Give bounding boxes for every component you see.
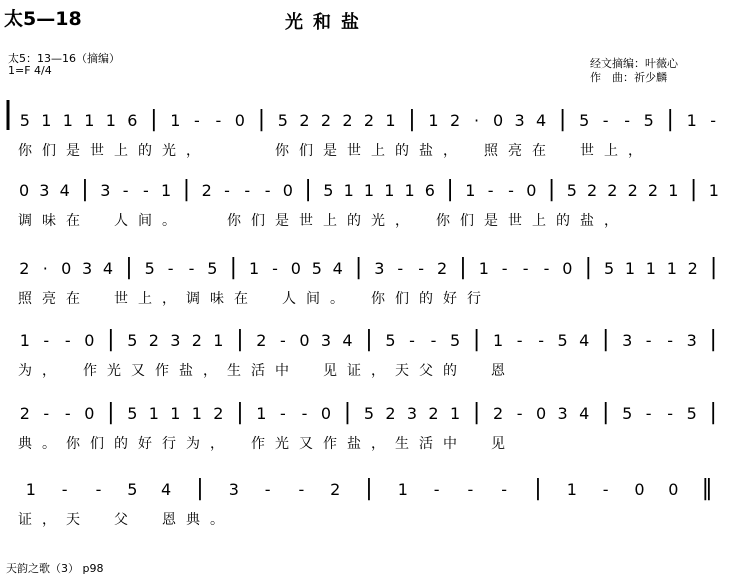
note: - <box>167 259 174 278</box>
barline: | <box>709 400 717 425</box>
note: 5 <box>579 111 590 130</box>
note: 5 <box>323 181 334 200</box>
note: 1 <box>249 259 260 278</box>
note: · <box>42 259 48 278</box>
note: 0 <box>562 259 573 278</box>
note: 5 <box>207 259 218 278</box>
note: 2 <box>19 259 30 278</box>
note: 1 <box>493 331 504 350</box>
note: 1 <box>84 111 95 130</box>
note: 1 <box>384 181 395 200</box>
note: - <box>61 480 68 499</box>
note: - <box>244 181 251 200</box>
barline: | <box>125 255 133 280</box>
scripture-source: 太5：13—16（摘编） <box>8 52 120 65</box>
note: 1 <box>397 480 408 499</box>
note: 5 <box>127 404 138 423</box>
note: 0 <box>493 111 504 130</box>
note: - <box>516 404 523 423</box>
note: - <box>122 181 129 200</box>
note: 1 <box>428 111 439 130</box>
note: 1 <box>668 181 679 200</box>
note: 3 <box>320 331 332 350</box>
barline: | <box>666 107 674 132</box>
note: 2 <box>148 331 159 350</box>
note: - <box>188 259 195 278</box>
note: · <box>474 111 480 130</box>
note: 2 <box>363 111 375 130</box>
barline: | <box>196 476 204 501</box>
note: 4 <box>59 181 70 200</box>
note: 2 <box>299 111 310 130</box>
barline: | <box>81 177 89 202</box>
note: 4 <box>536 111 547 130</box>
note: - <box>64 331 71 350</box>
note: 1 <box>708 181 719 200</box>
note: - <box>264 480 271 499</box>
note: - <box>433 480 440 499</box>
barline: | <box>229 255 238 280</box>
barline: | <box>472 400 481 425</box>
music-credit: 作 曲：祈少麟 <box>590 71 667 84</box>
barline: | <box>446 177 454 202</box>
note: - <box>272 259 278 278</box>
note: - <box>710 111 717 130</box>
barline: | <box>547 177 556 202</box>
note: 1 <box>404 181 415 200</box>
note: - <box>508 181 514 200</box>
note: 4 <box>342 331 353 350</box>
note: 0 <box>320 404 332 423</box>
note: - <box>409 331 415 350</box>
note: 2 <box>428 404 439 423</box>
note: 1 <box>213 331 224 350</box>
note: 2 <box>191 331 202 350</box>
note: 0 <box>299 331 310 350</box>
note: 3 <box>170 331 181 350</box>
note: - <box>418 259 425 278</box>
note: 1 <box>343 181 354 200</box>
barline: | <box>365 476 373 501</box>
note: 0 <box>290 259 301 278</box>
note: 2 <box>213 404 224 423</box>
note: - <box>516 331 523 350</box>
barline: | <box>689 177 698 202</box>
note: 2 <box>342 111 353 130</box>
note: 6 <box>127 111 138 130</box>
note: 2 <box>493 404 504 423</box>
note: 5 <box>127 331 138 350</box>
note: - <box>280 404 286 423</box>
lyrics-credit: 经文摘编：叶薇心 <box>590 57 678 70</box>
note: - <box>224 181 230 200</box>
note: 5 <box>363 404 375 423</box>
barline: | <box>601 400 610 425</box>
note: 2 <box>437 259 448 278</box>
barline: | <box>459 255 467 280</box>
note: 5 <box>385 331 396 350</box>
barline: | <box>343 400 352 425</box>
note: 2 <box>587 181 598 200</box>
note: 3 <box>374 259 385 278</box>
barline: ‖ <box>701 476 713 501</box>
note: 0 <box>19 181 30 200</box>
barline: | <box>182 177 191 202</box>
note: 2 <box>256 331 267 350</box>
note: 5 <box>557 331 568 350</box>
note: 2 <box>201 181 212 200</box>
note: 2 <box>627 181 638 200</box>
barline: | <box>558 107 567 132</box>
note: 1 <box>105 111 116 130</box>
note: - <box>64 404 71 423</box>
note: 5 <box>450 331 461 350</box>
note: 2 <box>647 181 659 200</box>
note: 1 <box>161 181 172 200</box>
lyric-line: 你们是世上的光， 你们是世上的盐， 照亮在 世上， <box>18 143 652 159</box>
note: - <box>430 331 437 350</box>
barline: | <box>365 327 373 352</box>
note: - <box>467 480 474 499</box>
barline: | <box>107 327 115 352</box>
note: 0 <box>282 181 293 200</box>
key-time-signature: 1=F 4/4 <box>8 64 52 77</box>
note: 3 <box>100 181 111 200</box>
note: 1 <box>41 111 52 130</box>
note: - <box>143 181 149 200</box>
note: 4 <box>102 259 114 278</box>
note: 0 <box>84 404 95 423</box>
barline: | <box>709 327 717 352</box>
barline: | <box>236 400 244 425</box>
note: 1 <box>478 259 489 278</box>
note: 5 <box>643 111 654 130</box>
note: - <box>301 404 308 423</box>
note: - <box>43 331 50 350</box>
note: 3 <box>514 111 525 130</box>
note: 3 <box>228 480 239 499</box>
barline: | <box>304 177 312 202</box>
note: 5 <box>277 111 288 130</box>
note: 0 <box>668 480 679 499</box>
barline: | <box>257 107 266 132</box>
note: 1 <box>624 259 636 278</box>
note: 4 <box>332 259 343 278</box>
note: 1 <box>25 480 36 499</box>
note: 5 <box>19 111 30 130</box>
note: - <box>264 181 271 200</box>
note: 1 <box>363 181 375 200</box>
note: 2 <box>687 259 698 278</box>
note: 3 <box>39 181 50 200</box>
book-footer: 天韵之歌（3） p98 <box>6 562 104 575</box>
note: - <box>501 259 508 278</box>
note: 1 <box>170 111 181 130</box>
note: 1 <box>191 404 202 423</box>
note: 1 <box>19 331 30 350</box>
note: 5 <box>622 404 633 423</box>
note: - <box>543 259 550 278</box>
note: - <box>215 111 222 130</box>
lyric-line: 照亮在 世上，调味在 人间。 你们的好行 <box>18 291 491 307</box>
note: 1 <box>148 404 159 423</box>
note: 3 <box>406 404 418 423</box>
note: 2 <box>450 111 461 130</box>
note: 0 <box>526 181 537 200</box>
note: - <box>501 480 508 499</box>
lyric-line: 证，天 父 恩典。 <box>18 512 234 528</box>
lyric-line: 为， 作光又作盐，生活中 见证，天父的 恩 <box>18 363 515 379</box>
note: 5 <box>604 259 615 278</box>
note: - <box>538 331 544 350</box>
note: 0 <box>61 259 72 278</box>
note: 1 <box>62 111 73 130</box>
barline: | <box>236 327 244 352</box>
note: 5 <box>686 404 697 423</box>
note: 0 <box>84 331 95 350</box>
note: - <box>602 111 609 130</box>
barline: | <box>354 255 363 280</box>
note: - <box>397 259 404 278</box>
barline: | <box>150 107 158 132</box>
note: - <box>298 480 305 499</box>
note: - <box>487 181 494 200</box>
note: - <box>194 111 200 130</box>
lyric-line: 调味在 人间。 你们是世上的光， 你们是世上的盐， <box>18 213 628 229</box>
note: 1 <box>645 259 656 278</box>
lyric-line: 典。你们的好行为， 作光又作盐，生活中 见 <box>18 436 515 452</box>
barline: | <box>709 255 718 280</box>
note: 4 <box>579 331 590 350</box>
song-code: 太5—18 <box>4 8 82 30</box>
barline: | <box>408 107 416 132</box>
barline: | <box>584 255 593 280</box>
note: 4 <box>161 480 172 499</box>
note: 5 <box>311 259 322 278</box>
note: 1 <box>686 111 697 130</box>
note: 0 <box>634 480 645 499</box>
barline: | <box>107 400 115 425</box>
note: 2 <box>330 480 341 499</box>
note: - <box>645 404 652 423</box>
note: - <box>667 404 674 423</box>
note: 3 <box>557 404 568 423</box>
barline: | <box>601 327 610 352</box>
note: 2 <box>320 111 332 130</box>
note: 2 <box>607 181 618 200</box>
note: - <box>645 331 652 350</box>
note: 4 <box>579 404 590 423</box>
barline: | <box>534 476 542 501</box>
barline: | <box>472 327 481 352</box>
note: 0 <box>234 111 245 130</box>
song-title: 光和盐 <box>285 12 369 33</box>
note: 5 <box>127 480 138 499</box>
note: 1 <box>566 480 577 499</box>
note: - <box>95 480 102 499</box>
note: - <box>624 111 631 130</box>
note: 1 <box>465 181 476 200</box>
note: - <box>43 404 50 423</box>
note: 1 <box>256 404 267 423</box>
note: 5 <box>566 181 577 200</box>
note: 5 <box>144 259 155 278</box>
note: 1 <box>666 259 677 278</box>
note: 1 <box>450 404 461 423</box>
note: 3 <box>622 331 633 350</box>
note: 1 <box>385 111 396 130</box>
note: 2 <box>385 404 396 423</box>
note: 6 <box>424 181 435 200</box>
note: - <box>280 331 286 350</box>
note: 1 <box>170 404 181 423</box>
note: 2 <box>19 404 30 423</box>
note: 3 <box>686 331 697 350</box>
note: 0 <box>536 404 547 423</box>
note: - <box>602 480 609 499</box>
note: 3 <box>82 259 93 278</box>
note: - <box>667 331 674 350</box>
note: - <box>522 259 529 278</box>
